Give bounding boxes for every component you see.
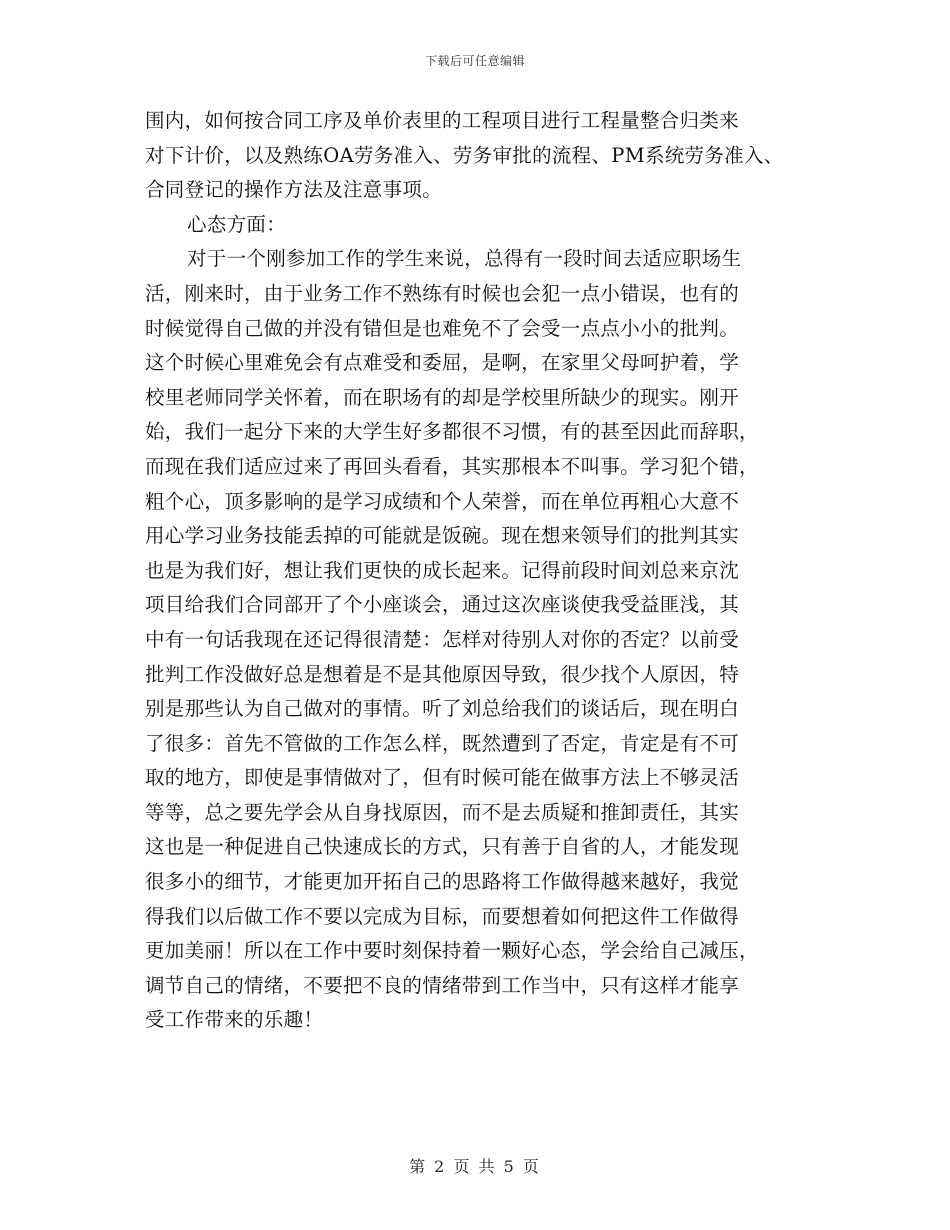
text-line: 始，我们一起分下来的大学生好多都很不习惯，有的甚至因此而辞职， xyxy=(145,420,759,444)
text-line: 批判工作没做好总是想着是不是其他原因导致，很少找个人原因，特 xyxy=(145,662,740,686)
text-line: 等等，总之要先学会从自身找原因，而不是去质疑和推卸责任，其实 xyxy=(145,800,740,824)
text-line: 项目给我们合同部开了个小座谈会，通过这次座谈使我受益匪浅，其 xyxy=(145,593,740,617)
text-line: 取的地方，即使是事情做对了，但有时候可能在做事方法上不够灵活 xyxy=(145,766,740,790)
text-line: 活，刚来时，由于业务工作不熟练有时候也会犯一点小错误，也有的 xyxy=(145,281,740,305)
text-line: 校里老师同学关怀着，而在职场有的却是学校里所缺少的现实。刚开 xyxy=(145,385,740,409)
text-line: 也是为我们好，想让我们更快的成长起来。记得前段时间刘总来京沈 xyxy=(145,558,740,582)
document-body xyxy=(145,104,835,1038)
text-line: 了很多：首先不管做的工作怎么样，既然遭到了否定，肯定是有不可 xyxy=(145,731,740,755)
text-line: 得我们以后做工作不要以完成为目标，而要想着如何把这件工作做得 xyxy=(145,904,740,928)
text-line: 用心学习业务技能丢掉的可能就是饭碗。现在想来领导们的批判其实 xyxy=(145,524,740,548)
text-line: 对下计价，以及熟练OA劳务准入、劳务审批的流程、PM系统劳务准入、 xyxy=(145,143,784,167)
page-number: 第 2 页 共 5 页 xyxy=(409,1157,541,1176)
section-heading: 心态方面： xyxy=(187,212,287,236)
text-line: 围内，如何按合同工序及单价表里的工程项目进行工程量整合归类来 xyxy=(145,109,740,132)
text-line: 这也是一种促进自己快速成长的方式，只有善于自省的人，才能发现 xyxy=(145,835,740,859)
text-line: 调节自己的情绪，不要把不良的情绪带到工作当中，只有这样才能享 xyxy=(145,973,740,997)
page-header: 下载后可任意编辑 xyxy=(424,54,525,68)
text-line: 而现在我们适应过来了再回头看看，其实那根本不叫事。学习犯个错， xyxy=(145,454,759,478)
text-line: 受工作带来的乐趣！ xyxy=(145,1008,324,1032)
text-line: 合同登记的操作方法及注意事项。 xyxy=(145,178,443,202)
text-line: 更加美丽！所以在工作中要时刻保持着一颗好心态，学会给自己减压， xyxy=(145,939,759,963)
text-line: 中有一句话我现在还记得很清楚：怎样对待别人对你的否定？以前受 xyxy=(145,627,740,651)
text-line: 对于一个刚参加工作的学生来说，总得有一段时间去适应职场生 xyxy=(187,247,742,271)
text-line: 粗个心，顶多影响的是学习成绩和个人荣誉，而在单位再粗心大意不 xyxy=(145,489,740,513)
text-line: 这个时候心里难免会有点难受和委屈，是啊，在家里父母呵护着，学 xyxy=(145,351,740,375)
text-line: 很多小的细节，才能更加开拓自己的思路将工作做得越来越好，我觉 xyxy=(145,870,740,894)
text-line: 时候觉得自己做的并没有错但是也难免不了会受一点点小小的批判。 xyxy=(145,316,740,340)
text-line: 别是那些认为自己做对的事情。听了刘总给我们的谈话后，现在明白 xyxy=(145,697,740,721)
